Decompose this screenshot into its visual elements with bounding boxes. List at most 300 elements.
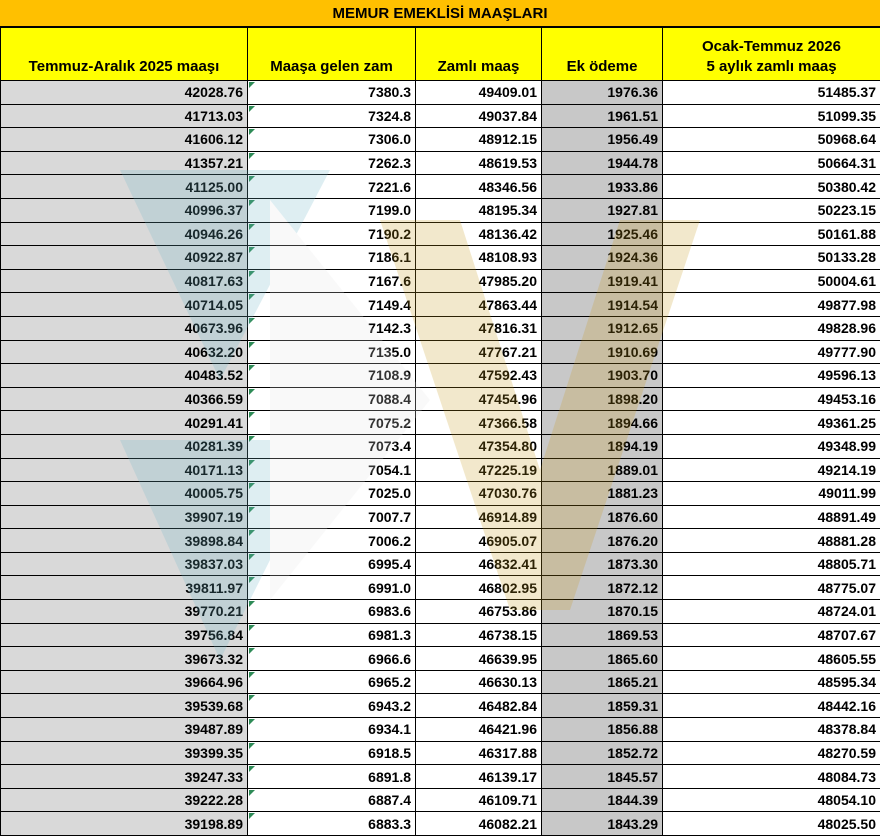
cell-zamli-maas[interactable]: [416, 364, 542, 388]
cell-note-indicator-icon: [249, 365, 255, 371]
table-row: [1, 316, 880, 340]
table-row: [1, 222, 880, 246]
cell-value: 39247.33: [185, 769, 243, 785]
cell-value: 7025.0: [368, 485, 411, 501]
cell-temmuz-aralik-2025[interactable]: [1, 340, 248, 364]
cell-value: 49453.16: [818, 391, 876, 407]
cell-value: 6883.3: [368, 816, 411, 832]
cell-maasa-gelen-zam[interactable]: [248, 269, 416, 293]
cell-ek-odeme[interactable]: [542, 788, 663, 812]
cell-value: 1869.53: [607, 627, 658, 643]
cell-temmuz-aralik-2025[interactable]: [1, 151, 248, 175]
cell-ocak-temmuz-2026[interactable]: [663, 647, 880, 671]
cell-ocak-temmuz-2026[interactable]: [663, 718, 880, 742]
cell-value: 1852.72: [607, 745, 658, 761]
cell-value: 7135.0: [368, 344, 411, 360]
cell-value: 50380.42: [818, 179, 876, 195]
cell-value: 48442.16: [818, 698, 876, 714]
cell-temmuz-aralik-2025[interactable]: [1, 316, 248, 340]
cell-temmuz-aralik-2025[interactable]: [1, 647, 248, 671]
cell-value: 50004.61: [818, 273, 876, 289]
cell-temmuz-aralik-2025[interactable]: [1, 505, 248, 529]
cell-value: 40714.05: [185, 297, 243, 313]
table-row: [1, 175, 880, 199]
cell-note-indicator-icon: [249, 129, 255, 135]
cell-ek-odeme[interactable]: [542, 81, 663, 105]
cell-maasa-gelen-zam[interactable]: [248, 694, 416, 718]
cell-value: 39811.97: [185, 580, 243, 596]
cell-value: 6918.5: [368, 745, 411, 761]
cell-value: 1925.46: [607, 226, 658, 242]
cell-zamli-maas[interactable]: [416, 198, 542, 222]
cell-ocak-temmuz-2026[interactable]: [663, 387, 880, 411]
cell-value: 39539.68: [185, 698, 243, 714]
cell-zamli-maas[interactable]: [416, 222, 542, 246]
cell-temmuz-aralik-2025[interactable]: [1, 482, 248, 506]
cell-maasa-gelen-zam[interactable]: [248, 529, 416, 553]
cell-note-indicator-icon: [249, 719, 255, 725]
cell-value: 6983.6: [368, 603, 411, 619]
cell-ek-odeme[interactable]: [542, 387, 663, 411]
cell-value: 7190.2: [368, 226, 411, 242]
cell-ek-odeme[interactable]: [542, 104, 663, 128]
cell-temmuz-aralik-2025[interactable]: [1, 246, 248, 270]
cell-temmuz-aralik-2025[interactable]: [1, 269, 248, 293]
cell-note-indicator-icon: [249, 271, 255, 277]
cell-value: 40673.96: [185, 320, 243, 336]
cell-maasa-gelen-zam[interactable]: [248, 151, 416, 175]
cell-zamli-maas[interactable]: [416, 411, 542, 435]
cell-value: 46738.15: [479, 627, 537, 643]
table-row: [1, 81, 880, 105]
cell-ek-odeme[interactable]: [542, 246, 663, 270]
cell-value: 7073.4: [368, 438, 411, 454]
cell-value: 7075.2: [368, 415, 411, 431]
cell-maasa-gelen-zam[interactable]: [248, 765, 416, 789]
cell-value: 48707.67: [818, 627, 876, 643]
table-row: [1, 269, 880, 293]
header-ocak-temmuz-2026: [663, 28, 880, 81]
cell-ocak-temmuz-2026[interactable]: [663, 364, 880, 388]
cell-value: 49011.99: [818, 485, 876, 501]
cell-zamli-maas[interactable]: [416, 670, 542, 694]
cell-value: 48891.49: [818, 509, 876, 525]
cell-temmuz-aralik-2025[interactable]: [1, 293, 248, 317]
cell-ocak-temmuz-2026[interactable]: [663, 529, 880, 553]
cell-value: 47767.21: [479, 344, 537, 360]
cell-maasa-gelen-zam[interactable]: [248, 576, 416, 600]
cell-maasa-gelen-zam[interactable]: [248, 458, 416, 482]
cell-temmuz-aralik-2025[interactable]: [1, 623, 248, 647]
cell-maasa-gelen-zam[interactable]: [248, 741, 416, 765]
cell-value: 1933.86: [607, 179, 658, 195]
cell-ek-odeme[interactable]: [542, 411, 663, 435]
cell-temmuz-aralik-2025[interactable]: [1, 104, 248, 128]
cell-value: 50223.15: [818, 202, 876, 218]
cell-maasa-gelen-zam[interactable]: [248, 552, 416, 576]
cell-value: 7088.4: [368, 391, 411, 407]
cell-value: 46317.88: [479, 745, 537, 761]
cell-ocak-temmuz-2026[interactable]: [663, 552, 880, 576]
cell-ocak-temmuz-2026[interactable]: [663, 576, 880, 600]
cell-maasa-gelen-zam[interactable]: [248, 411, 416, 435]
cell-maasa-gelen-zam[interactable]: [248, 670, 416, 694]
cell-zamli-maas[interactable]: [416, 741, 542, 765]
cell-value: 1927.81: [607, 202, 658, 218]
cell-ocak-temmuz-2026[interactable]: [663, 505, 880, 529]
cell-note-indicator-icon: [249, 790, 255, 796]
cell-maasa-gelen-zam[interactable]: [248, 434, 416, 458]
cell-value: 42028.76: [185, 84, 243, 100]
cell-note-indicator-icon: [249, 176, 255, 182]
table-row: [1, 505, 880, 529]
cell-maasa-gelen-zam[interactable]: [248, 81, 416, 105]
cell-temmuz-aralik-2025[interactable]: [1, 364, 248, 388]
cell-value: 7142.3: [368, 320, 411, 336]
cell-value: 6981.3: [368, 627, 411, 643]
cell-zamli-maas[interactable]: [416, 529, 542, 553]
cell-ek-odeme[interactable]: [542, 812, 663, 836]
cell-ocak-temmuz-2026[interactable]: [663, 246, 880, 270]
cell-zamli-maas[interactable]: [416, 505, 542, 529]
header-maasa-gelen-zam: Maaşa gelen zam: [248, 28, 416, 81]
cell-maasa-gelen-zam[interactable]: [248, 600, 416, 624]
cell-ocak-temmuz-2026[interactable]: [663, 482, 880, 506]
cell-maasa-gelen-zam[interactable]: [248, 104, 416, 128]
cell-value: 7186.1: [368, 249, 411, 265]
cell-temmuz-aralik-2025[interactable]: [1, 434, 248, 458]
cell-ocak-temmuz-2026[interactable]: [663, 316, 880, 340]
cell-value: 50664.31: [818, 155, 876, 171]
cell-ocak-temmuz-2026[interactable]: [663, 151, 880, 175]
cell-note-indicator-icon: [249, 743, 255, 749]
cell-ocak-temmuz-2026[interactable]: [663, 104, 880, 128]
header-row: [1, 28, 880, 81]
cell-value: 49777.90: [818, 344, 876, 360]
cell-zamli-maas[interactable]: [416, 482, 542, 506]
cell-ek-odeme[interactable]: [542, 316, 663, 340]
cell-ek-odeme[interactable]: [542, 364, 663, 388]
cell-zamli-maas[interactable]: [416, 600, 542, 624]
table-row: [1, 458, 880, 482]
cell-ek-odeme[interactable]: [542, 600, 663, 624]
cell-value: 46639.95: [479, 651, 537, 667]
cell-ocak-temmuz-2026[interactable]: [663, 434, 880, 458]
cell-zamli-maas[interactable]: [416, 246, 542, 270]
cell-temmuz-aralik-2025[interactable]: [1, 694, 248, 718]
cell-ocak-temmuz-2026[interactable]: [663, 198, 880, 222]
cell-value: 50968.64: [818, 131, 876, 147]
cell-value: 7108.9: [368, 367, 411, 383]
cell-temmuz-aralik-2025[interactable]: [1, 670, 248, 694]
cell-value: 1894.19: [607, 438, 658, 454]
cell-value: 6995.4: [368, 556, 411, 572]
header-ek-odeme: Ek ödeme: [542, 28, 663, 81]
cell-ek-odeme[interactable]: [542, 175, 663, 199]
cell-value: 39399.35: [185, 745, 243, 761]
cell-zamli-maas[interactable]: [416, 269, 542, 293]
table-row: [1, 198, 880, 222]
cell-ek-odeme[interactable]: [542, 458, 663, 482]
cell-value: 1865.60: [607, 651, 658, 667]
cell-ek-odeme[interactable]: [542, 623, 663, 647]
cell-ocak-temmuz-2026[interactable]: [663, 765, 880, 789]
cell-zamli-maas[interactable]: [416, 81, 542, 105]
cell-ek-odeme[interactable]: [542, 128, 663, 152]
cell-zamli-maas[interactable]: [416, 175, 542, 199]
cell-zamli-maas[interactable]: [416, 104, 542, 128]
cell-value: 40005.75: [185, 485, 243, 501]
cell-ek-odeme[interactable]: [542, 718, 663, 742]
cell-value: 49348.99: [818, 438, 876, 454]
cell-zamli-maas[interactable]: [416, 647, 542, 671]
cell-ocak-temmuz-2026[interactable]: [663, 340, 880, 364]
cell-temmuz-aralik-2025[interactable]: [1, 411, 248, 435]
cell-ek-odeme[interactable]: [542, 269, 663, 293]
cell-ocak-temmuz-2026[interactable]: [663, 694, 880, 718]
cell-value: 40817.63: [185, 273, 243, 289]
cell-temmuz-aralik-2025[interactable]: [1, 81, 248, 105]
cell-zamli-maas[interactable]: [416, 128, 542, 152]
cell-value: 40946.26: [185, 226, 243, 242]
table-row: [1, 600, 880, 624]
cell-value: 6891.8: [368, 769, 411, 785]
cell-ek-odeme[interactable]: [542, 670, 663, 694]
cell-value: 48136.42: [479, 226, 537, 242]
cell-value: 39664.96: [185, 674, 243, 690]
cell-value: 49596.13: [818, 367, 876, 383]
cell-note-indicator-icon: [249, 766, 255, 772]
cell-value: 39907.19: [185, 509, 243, 525]
cell-value: 46802.95: [479, 580, 537, 596]
cell-value: 1889.01: [607, 462, 658, 478]
cell-zamli-maas[interactable]: [416, 293, 542, 317]
cell-value: 1859.31: [607, 698, 658, 714]
table-row: [1, 411, 880, 435]
cell-temmuz-aralik-2025[interactable]: [1, 387, 248, 411]
cell-temmuz-aralik-2025[interactable]: [1, 222, 248, 246]
cell-maasa-gelen-zam[interactable]: [248, 316, 416, 340]
header-ocak-temmuz-2026-line1: Ocak-Temmuz 2026: [665, 37, 878, 57]
cell-zamli-maas[interactable]: [416, 434, 542, 458]
cell-zamli-maas[interactable]: [416, 576, 542, 600]
cell-ek-odeme[interactable]: [542, 741, 663, 765]
cell-ocak-temmuz-2026[interactable]: [663, 175, 880, 199]
cell-temmuz-aralik-2025[interactable]: [1, 552, 248, 576]
cell-temmuz-aralik-2025[interactable]: [1, 175, 248, 199]
cell-ek-odeme[interactable]: [542, 151, 663, 175]
cell-value: 1843.29: [607, 816, 658, 832]
cell-zamli-maas[interactable]: [416, 718, 542, 742]
cell-ek-odeme[interactable]: [542, 529, 663, 553]
cell-note-indicator-icon: [249, 554, 255, 560]
cell-value: 1865.21: [607, 674, 658, 690]
table-row: [1, 340, 880, 364]
table-row: [1, 552, 880, 576]
cell-zamli-maas[interactable]: [416, 552, 542, 576]
cell-value: 46832.41: [479, 556, 537, 572]
cell-value: 47354.80: [479, 438, 537, 454]
cell-ek-odeme[interactable]: [542, 198, 663, 222]
cell-ocak-temmuz-2026[interactable]: [663, 411, 880, 435]
cell-maasa-gelen-zam[interactable]: [248, 812, 416, 836]
cell-value: 1876.60: [607, 509, 658, 525]
cell-temmuz-aralik-2025[interactable]: [1, 765, 248, 789]
cell-value: 39222.28: [185, 792, 243, 808]
cell-ek-odeme[interactable]: [542, 293, 663, 317]
cell-value: 1876.20: [607, 533, 658, 549]
cell-value: 39198.89: [185, 816, 243, 832]
cell-note-indicator-icon: [249, 648, 255, 654]
table-row: [1, 529, 880, 553]
header-temmuz-aralik-2025: Temmuz-Aralık 2025 maaşı: [1, 28, 248, 81]
cell-value: 7006.2: [368, 533, 411, 549]
cell-ocak-temmuz-2026[interactable]: [663, 670, 880, 694]
cell-value: 1881.23: [607, 485, 658, 501]
cell-maasa-gelen-zam[interactable]: [248, 293, 416, 317]
cell-value: 41606.12: [185, 131, 243, 147]
cell-ocak-temmuz-2026[interactable]: [663, 128, 880, 152]
cell-value: 46753.86: [479, 603, 537, 619]
cell-value: 46630.13: [479, 674, 537, 690]
cell-ek-odeme[interactable]: [542, 222, 663, 246]
cell-temmuz-aralik-2025[interactable]: [1, 576, 248, 600]
cell-note-indicator-icon: [249, 601, 255, 607]
cell-ek-odeme[interactable]: [542, 694, 663, 718]
cell-value: 7380.3: [368, 84, 411, 100]
table-row: [1, 718, 880, 742]
cell-maasa-gelen-zam[interactable]: [248, 387, 416, 411]
cell-ek-odeme[interactable]: [542, 482, 663, 506]
header-zamli-maas: Zamlı maaş: [416, 28, 542, 81]
table-row: [1, 364, 880, 388]
cell-ocak-temmuz-2026[interactable]: [663, 81, 880, 105]
cell-ocak-temmuz-2026[interactable]: [663, 222, 880, 246]
cell-value: 49409.01: [479, 84, 537, 100]
table-row: [1, 694, 880, 718]
cell-zamli-maas[interactable]: [416, 316, 542, 340]
cell-value: 49214.19: [818, 462, 876, 478]
cell-zamli-maas[interactable]: [416, 812, 542, 836]
cell-zamli-maas[interactable]: [416, 387, 542, 411]
cell-ek-odeme[interactable]: [542, 552, 663, 576]
cell-value: 40632.20: [185, 344, 243, 360]
cell-zamli-maas[interactable]: [416, 765, 542, 789]
cell-maasa-gelen-zam[interactable]: [248, 198, 416, 222]
cell-value: 48346.56: [479, 179, 537, 195]
cell-ek-odeme[interactable]: [542, 505, 663, 529]
cell-value: 1845.57: [607, 769, 658, 785]
cell-ocak-temmuz-2026[interactable]: [663, 812, 880, 836]
cell-ek-odeme[interactable]: [542, 647, 663, 671]
cell-temmuz-aralik-2025[interactable]: [1, 741, 248, 765]
cell-note-indicator-icon: [249, 224, 255, 230]
cell-maasa-gelen-zam[interactable]: [248, 340, 416, 364]
cell-maasa-gelen-zam[interactable]: [248, 505, 416, 529]
cell-ek-odeme[interactable]: [542, 765, 663, 789]
table-row: [1, 104, 880, 128]
cell-temmuz-aralik-2025[interactable]: [1, 812, 248, 836]
cell-ocak-temmuz-2026[interactable]: [663, 600, 880, 624]
cell-value: 1894.66: [607, 415, 658, 431]
cell-maasa-gelen-zam[interactable]: [248, 482, 416, 506]
cell-maasa-gelen-zam[interactable]: [248, 222, 416, 246]
cell-value: 1924.36: [607, 249, 658, 265]
cell-maasa-gelen-zam[interactable]: [248, 718, 416, 742]
cell-maasa-gelen-zam[interactable]: [248, 246, 416, 270]
cell-temmuz-aralik-2025[interactable]: [1, 458, 248, 482]
cell-zamli-maas[interactable]: [416, 151, 542, 175]
cell-value: 7221.6: [368, 179, 411, 195]
cell-maasa-gelen-zam[interactable]: [248, 128, 416, 152]
cell-value: 47816.31: [479, 320, 537, 336]
cell-zamli-maas[interactable]: [416, 340, 542, 364]
cell-value: 40483.52: [185, 367, 243, 383]
cell-value: 1872.12: [607, 580, 658, 596]
cell-note-indicator-icon: [249, 294, 255, 300]
cell-value: 47592.43: [479, 367, 537, 383]
cell-temmuz-aralik-2025[interactable]: [1, 600, 248, 624]
cell-note-indicator-icon: [249, 412, 255, 418]
cell-note-indicator-icon: [249, 672, 255, 678]
table-row: [1, 434, 880, 458]
cell-ocak-temmuz-2026[interactable]: [663, 269, 880, 293]
cell-value: 48881.28: [818, 533, 876, 549]
cell-note-indicator-icon: [249, 460, 255, 466]
cell-value: 48025.50: [818, 816, 876, 832]
cell-value: 41125.00: [185, 179, 243, 195]
cell-value: 7167.6: [368, 273, 411, 289]
cell-value: 49361.25: [818, 415, 876, 431]
cell-temmuz-aralik-2025[interactable]: [1, 529, 248, 553]
cell-ocak-temmuz-2026[interactable]: [663, 788, 880, 812]
table-row: [1, 741, 880, 765]
cell-maasa-gelen-zam[interactable]: [248, 647, 416, 671]
cell-zamli-maas[interactable]: [416, 458, 542, 482]
cell-zamli-maas[interactable]: [416, 694, 542, 718]
cell-value: 46139.17: [479, 769, 537, 785]
cell-value: 6934.1: [368, 721, 411, 737]
cell-maasa-gelen-zam[interactable]: [248, 175, 416, 199]
table-row: [1, 647, 880, 671]
cell-maasa-gelen-zam[interactable]: [248, 364, 416, 388]
cell-ek-odeme[interactable]: [542, 434, 663, 458]
cell-zamli-maas[interactable]: [416, 623, 542, 647]
cell-ocak-temmuz-2026[interactable]: [663, 623, 880, 647]
cell-maasa-gelen-zam[interactable]: [248, 623, 416, 647]
cell-ocak-temmuz-2026[interactable]: [663, 741, 880, 765]
cell-ocak-temmuz-2026[interactable]: [663, 458, 880, 482]
cell-value: 1903.70: [607, 367, 658, 383]
cell-value: 7007.7: [368, 509, 411, 525]
cell-value: 1910.69: [607, 344, 658, 360]
cell-zamli-maas[interactable]: [416, 788, 542, 812]
cell-temmuz-aralik-2025[interactable]: [1, 788, 248, 812]
table-row: [1, 576, 880, 600]
cell-value: 47985.20: [479, 273, 537, 289]
cell-temmuz-aralik-2025[interactable]: [1, 198, 248, 222]
cell-value: 46421.96: [479, 721, 537, 737]
cell-ocak-temmuz-2026[interactable]: [663, 293, 880, 317]
table-row: [1, 293, 880, 317]
cell-temmuz-aralik-2025[interactable]: [1, 718, 248, 742]
cell-maasa-gelen-zam[interactable]: [248, 788, 416, 812]
cell-ek-odeme[interactable]: [542, 340, 663, 364]
cell-value: 51485.37: [818, 84, 876, 100]
cell-temmuz-aralik-2025[interactable]: [1, 128, 248, 152]
cell-ek-odeme[interactable]: [542, 576, 663, 600]
cell-value: 1976.36: [607, 84, 658, 100]
